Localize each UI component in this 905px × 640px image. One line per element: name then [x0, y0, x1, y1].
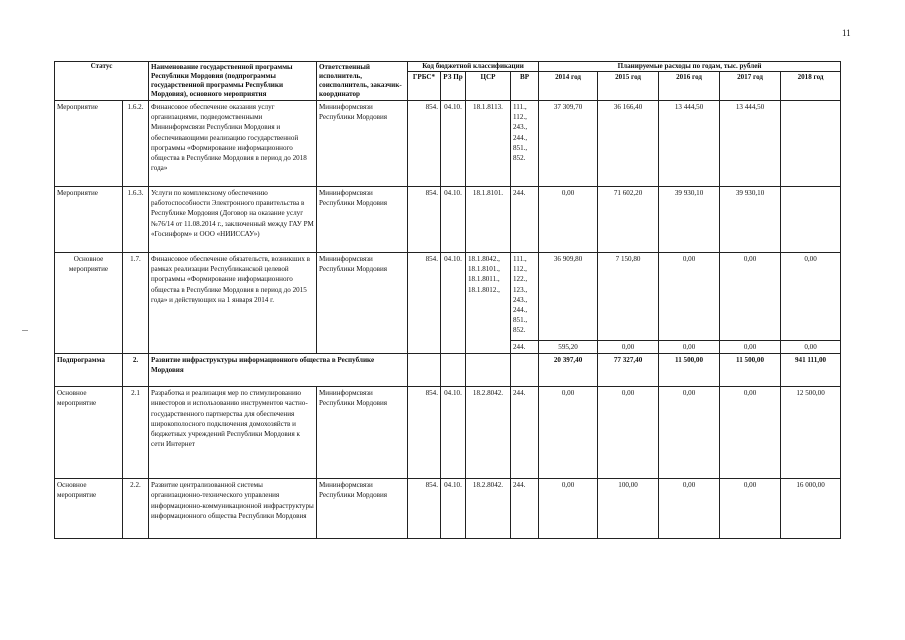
row-2016: 0,00 [659, 253, 720, 341]
margin-mark [22, 330, 28, 331]
row-grbs: 854. [408, 479, 441, 539]
vr-code: 112., [513, 113, 527, 122]
header-year-2014: 2014 год [539, 72, 598, 101]
row-status: Мероприятие [55, 187, 123, 253]
row-2014: 0,00 [539, 479, 598, 539]
row-csr: 18.1.8101. [466, 187, 511, 253]
row-rz: 04.10. [441, 187, 466, 253]
row-vr [511, 253, 539, 341]
row-grbs [408, 354, 441, 387]
row-name: Финансовое обеспечение обязательств, возникших в рамках реализации Республиканской целевой программы «Формирование информационного общества в Республике Мордовия в период до 2015 года» и действующих на 1 января 2014 г. [149, 253, 317, 354]
row-2017: 0,00 [720, 387, 781, 479]
header-name: Наименование государственной программы Республики Мордовия (подпрограммы государственной программы Республики Мордовия), основного мероприятия [149, 62, 317, 101]
row-2016: 0,00 [659, 341, 720, 354]
header-row-1 [55, 62, 841, 72]
row-grbs: 854. [408, 187, 441, 253]
header-rz-pr: РЗ Пр [441, 72, 466, 101]
row-csr: 18.2.8042. [466, 479, 511, 539]
table-row [55, 479, 841, 539]
vr-code: 111., [513, 255, 527, 263]
row-2014: 37 309,70 [539, 101, 598, 187]
row-2017: 0,00 [720, 479, 781, 539]
row-2016: 11 500,00 [659, 354, 720, 387]
csr-code: 18.1.8012., [468, 285, 500, 294]
row-2015: 71 602,20 [598, 187, 659, 253]
row-2018 [781, 101, 841, 187]
header-csr: ЦСР [466, 72, 511, 101]
row-name: Финансовое обеспечение оказания услуг организациями, подведомственными Мининформсвязи Республики Мордовия и обеспечивающими реализацию государственной программы «Формирование информационного общества в Республике Мордовия в период до 2018 года» [149, 101, 317, 187]
row-2018: 0,00 [781, 341, 841, 354]
row-rz: 04.10. [441, 387, 466, 479]
row-2015: 36 166,40 [598, 101, 659, 187]
csr-code: 18.1.8113. [473, 103, 503, 111]
csr-code: 18.1.8042., [468, 255, 500, 263]
row-grbs: 854. [408, 101, 441, 187]
vr-code: 123., [513, 285, 528, 294]
row-executor: Мининформсвязи Республики Мордовия [317, 253, 408, 354]
csr-code: 18.1.8011., [468, 275, 500, 284]
row-number: 2.1 [123, 387, 149, 479]
header-status: Статус [55, 62, 149, 101]
vr-code: 243., [513, 123, 528, 132]
row-csr [466, 354, 511, 387]
row-rz: 04.10. [441, 253, 466, 354]
row-vr [511, 101, 539, 187]
row-2015: 77 327,40 [598, 354, 659, 387]
row-2017: 0,00 [720, 253, 781, 341]
row-rz: 04.10. [441, 101, 466, 187]
row-2016: 0,00 [659, 387, 720, 479]
row-number: 1.7. [123, 253, 149, 354]
vr-code: 851., [513, 143, 528, 152]
row-csr [466, 253, 511, 354]
header-grbs: ГРБС* [408, 72, 441, 101]
row-status: Мероприятие [55, 101, 123, 187]
row-2018: 16 000,00 [781, 479, 841, 539]
row-status: Основное мероприятие [55, 479, 123, 539]
table-row [55, 253, 841, 341]
vr-code: 122., [513, 275, 528, 284]
row-name: Развитие централизованной системы организационно-технического управления информационно-коммуникационной инфраструктуры информационного общества Республики Мордовия [149, 479, 317, 539]
row-2015: 100,00 [598, 479, 659, 539]
row-number: 2.2. [123, 479, 149, 539]
row-executor: Мининформсвязи Республики Мордовия [317, 479, 408, 539]
row-2018 [781, 187, 841, 253]
row-grbs: 854. [408, 387, 441, 479]
row-vr [511, 354, 539, 387]
row-csr: 18.2.8042. [466, 387, 511, 479]
row-name: Разработка и реализация мер по стимулированию инвесторов и использованию инструментов частно-государственного партнерства для обеспечения широкополосного подключения домохозяйств и бюджетных учреждений Республики Мордовия к сети Интернет [149, 387, 317, 479]
row-number: 1.6.3. [123, 187, 149, 253]
row-executor: Мининформсвязи Республики Мордовия [317, 101, 408, 187]
row-vr: 244. [511, 387, 539, 479]
header-year-2015: 2015 год [598, 72, 659, 101]
row-vr: 244. [511, 187, 539, 253]
row-number: 2. [123, 354, 149, 387]
row-2014: 595,20 [539, 341, 598, 354]
row-2017: 11 500,00 [720, 354, 781, 387]
table-row [55, 187, 841, 253]
row-status: Основное мероприятие [55, 253, 123, 354]
row-name: Услуги по комплексному обеспечению работоспособности Электронного правительства в Республике Мордовия (Договор на оказание услуг №76/14 от 11.08.2014 г., заключенный между ГАУ РМ «Госинформ» и ООО «НИИССАУ») [149, 187, 317, 253]
header-year-2016: 2016 год [659, 72, 720, 101]
row-csr [466, 101, 511, 187]
row-2014: 0,00 [539, 187, 598, 253]
row-vr: 244. [511, 479, 539, 539]
row-2017: 39 930,10 [720, 187, 781, 253]
header-executor: Ответственный исполнитель, соисполнитель, заказчик-координатор [317, 62, 408, 101]
row-2018: 0,00 [781, 253, 841, 341]
csr-code: 18.1.8101., [468, 265, 500, 274]
subprogram-row [55, 354, 841, 387]
vr-code: 852. [513, 326, 526, 335]
row-2015: 0,00 [598, 387, 659, 479]
row-2018: 941 111,00 [781, 354, 841, 387]
row-2016: 39 930,10 [659, 187, 720, 253]
row-number: 1.6.2. [123, 101, 149, 187]
row-2015: 7 150,80 [598, 253, 659, 341]
vr-code: 244., [513, 133, 528, 142]
vr-code: 111., [513, 103, 527, 111]
header-budget-code: Код бюджетной классификации [408, 62, 539, 72]
header-vr: ВР [511, 72, 539, 101]
vr-code: 244., [513, 306, 528, 315]
vr-code: 112., [513, 265, 527, 274]
row-status: Подпрограмма [55, 354, 123, 387]
table-row [55, 387, 841, 479]
header-planned: Планируемые расходы по годам, тыс. рублей [539, 62, 841, 72]
budget-table [54, 61, 841, 539]
header-year-2018: 2018 год [781, 72, 841, 101]
row-name: Развитие инфраструктуры информационного общества в Республике Мордовия [149, 354, 408, 387]
page-number: 11 [842, 28, 851, 38]
row-2018: 12 500,00 [781, 387, 841, 479]
row-executor: Мининформсвязи Республики Мордовия [317, 187, 408, 253]
row-2017: 0,00 [720, 341, 781, 354]
row-executor: Мининформсвязи Республики Мордовия [317, 387, 408, 479]
row-status: Основное мероприятие [55, 387, 123, 479]
row-2017: 13 444,50 [720, 101, 781, 187]
vr-code: 243., [513, 295, 528, 304]
vr-code: 851., [513, 316, 528, 325]
table-row [55, 101, 841, 187]
row-2016: 13 444,50 [659, 101, 720, 187]
row-grbs: 854. [408, 253, 441, 354]
row-2014: 0,00 [539, 387, 598, 479]
row-2015: 0,00 [598, 341, 659, 354]
vr-code: 852. [513, 154, 526, 163]
row-vr: 244. [511, 341, 539, 354]
row-rz: 04.10. [441, 479, 466, 539]
row-2016: 0,00 [659, 479, 720, 539]
header-year-2017: 2017 год [720, 72, 781, 101]
row-2014: 20 397,40 [539, 354, 598, 387]
row-2014: 36 909,80 [539, 253, 598, 341]
row-rz [441, 354, 466, 387]
